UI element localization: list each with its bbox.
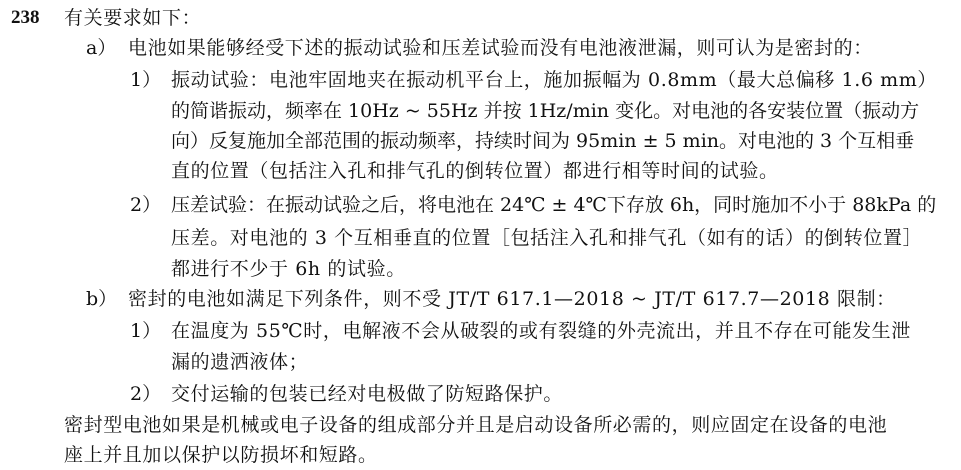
- item-b1-text-2: 漏的遗洒液体；: [171, 351, 309, 373]
- item-a-text: 电池如果能够经受下述的振动试验和压差试验而没有电池液泄漏，则可认为是密封的：: [128, 37, 873, 59]
- item-b1-line-1: [0, 317, 961, 345]
- item-a2-line-3: [0, 255, 961, 283]
- section-number: 238: [11, 7, 40, 28]
- closing-text-2: 座上并且加以保护以防损坏和短路。: [64, 444, 378, 466]
- item-a1-line-3: [0, 127, 961, 155]
- item-a2-text-1: 压差试验：在振动试验之后，将电池在 24℃ ± 4℃下存放 6h，同时施加不小于 88kPa 的: [171, 194, 937, 216]
- item-a: [0, 34, 961, 62]
- item-a1-line-2: [0, 97, 961, 125]
- item-b-text: 密封的电池如满足下列条件，则不受 JT/T 617.1—2018 ~ JT/T 617.7—2018 限制：: [128, 288, 896, 310]
- closing-text-1: 密封型电池如果是机械或电子设备的组成部分并且是启动设备所必需的，则应固定在设备的电池: [64, 414, 888, 436]
- item-a2-text-2: 压差。对电池的 3 个互相垂直的位置［包括注入孔和排气孔（如有的话）的倒转位置］: [171, 227, 923, 249]
- intro-text: 有关要求如下：: [64, 7, 202, 29]
- section-header: [0, 4, 961, 32]
- item-b2-label: 2）: [130, 383, 162, 405]
- item-a2-label: 2）: [130, 194, 162, 216]
- item-b1-line-2: [0, 348, 961, 376]
- closing-line-2: [0, 441, 961, 469]
- item-b1-label: 1）: [130, 320, 162, 342]
- item-a1-text-2: 的简谐振动，频率在 10Hz ~ 55Hz 并按 1Hz/min 变化。对电池的各安装位置（振动方: [171, 100, 920, 122]
- item-a1-text-4: 直的位置（包括注入孔和排气孔的倒转位置）都进行相等时间的试验。: [171, 160, 779, 182]
- closing-line-1: [0, 411, 961, 439]
- item-a1-text-3: 向）反复施加全部范围的振动频率，持续时间为 95min ± 5 min。对电池的 3 个互相垂: [171, 130, 915, 152]
- item-b-label: b）: [86, 288, 118, 310]
- item-a2-line-2: [0, 224, 961, 252]
- item-a1-line-4: [0, 157, 961, 185]
- item-a-label: a）: [86, 37, 117, 59]
- item-b2-line-1: [0, 380, 961, 408]
- item-b2-text-1: 交付运输的包装已经对电极做了防短路保护。: [171, 383, 564, 405]
- item-a1-label: 1）: [130, 69, 162, 91]
- item-a1-text-1: 振动试验：电池牢固地夹在振动机平台上，施加振幅为 0.8mm（最大总偏移 1.6 mm）: [171, 69, 938, 91]
- item-a1-line-1: [0, 66, 961, 94]
- item-a2-text-3: 都进行不少于 6h 的试验。: [171, 258, 406, 280]
- item-a2-line-1: [0, 191, 961, 219]
- item-b1-text-1: 在温度为 55℃时，电解液不会从破裂的或有裂缝的外壳流出，并且不存在可能发生泄: [171, 320, 911, 342]
- item-b: [0, 285, 961, 313]
